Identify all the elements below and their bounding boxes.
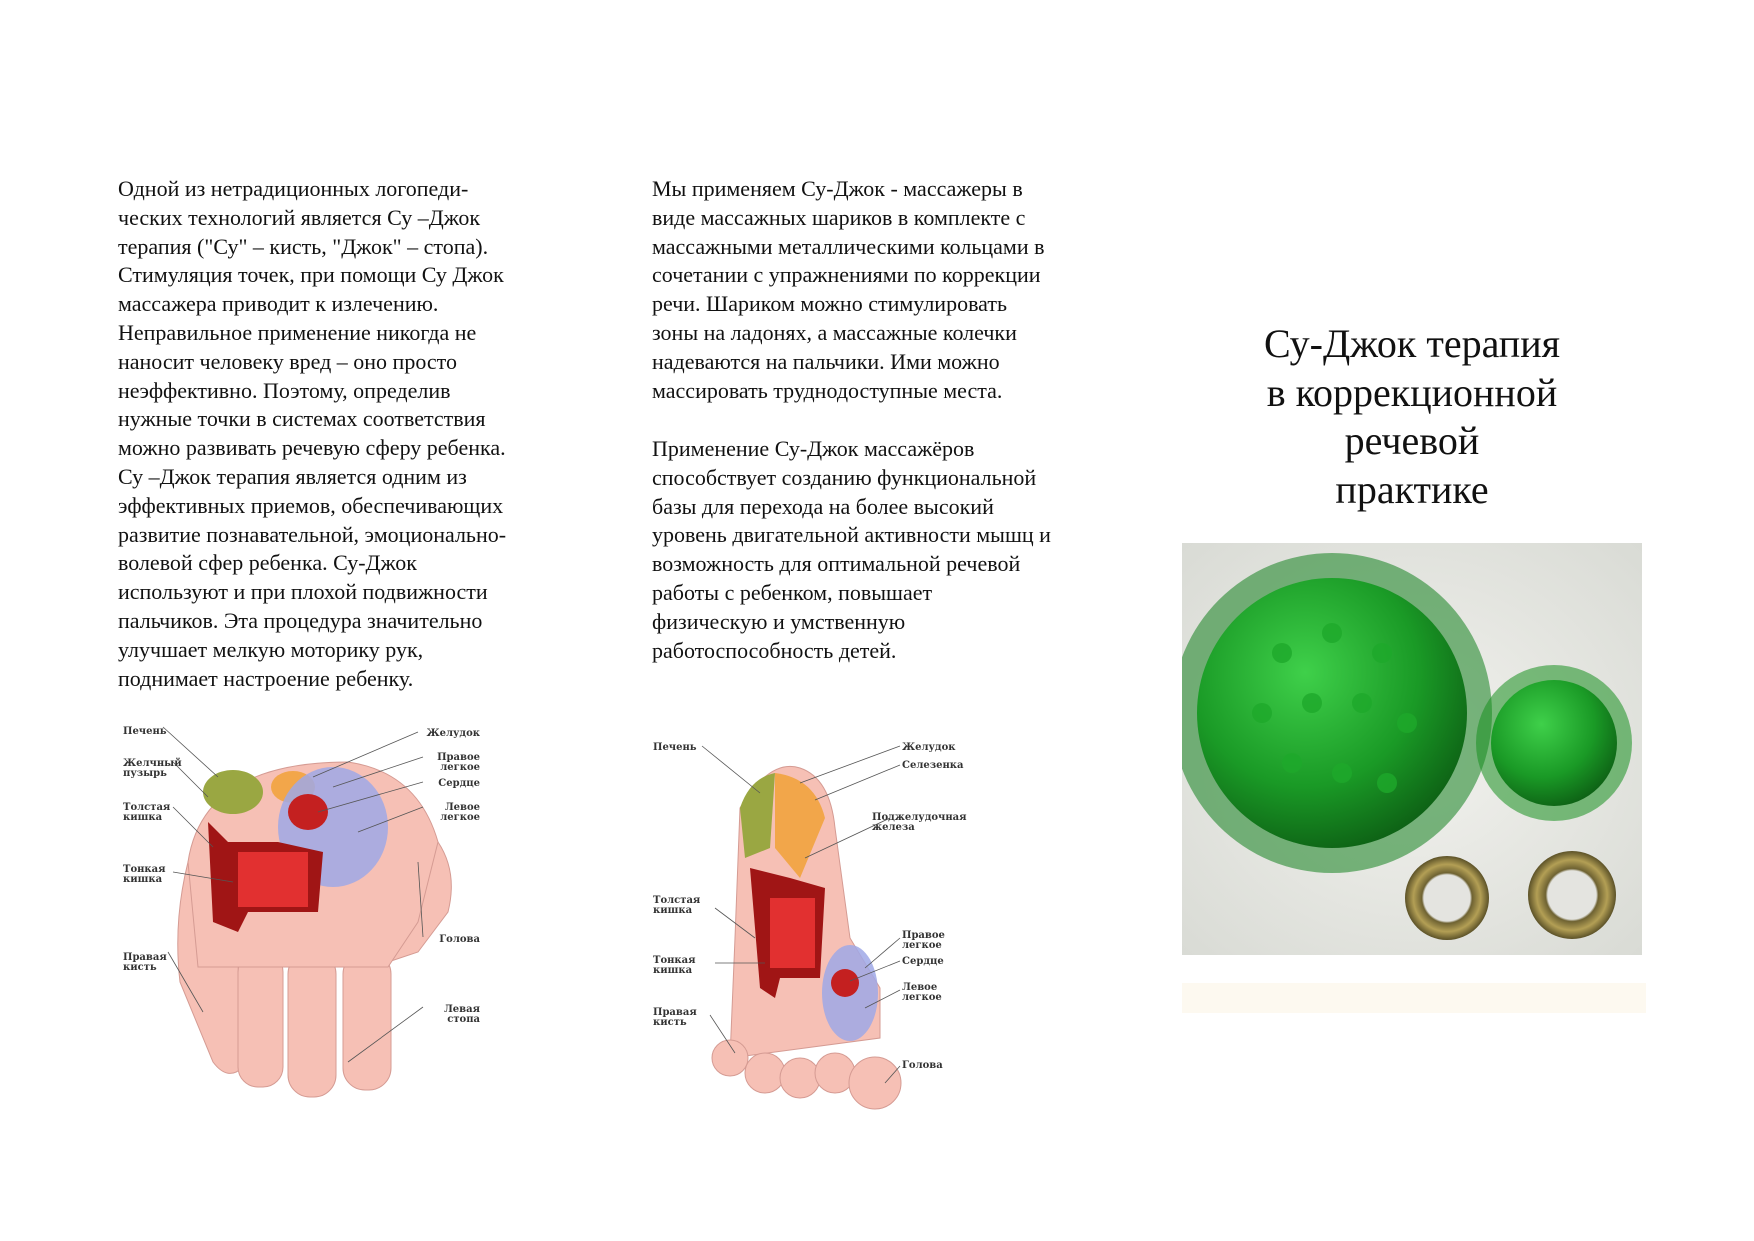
intro-paragraph: Одной из нетрадиционных логопеди- ческих технологий является Су –Джок терапия ("Су" – кисть, "Джок" – стопа). Стимуляция точек, при помощи Су Джок массажера приводит к излечению. Неправильное применение никогда не наносит человеку вред – оно просто неэффективно. Поэтому, определив нужные точки в системах соответствия можно развивать речевую сферу ребенка. Су –Джок терапия является одним из эффективных приемов, обеспечивающих развитие познавательной, эмоционально- волевой сфер ребенка. Су-Джок используют и при плохой подвижности пальчиков. Эта процедура значительно улучшает мелкую моторику рук, поднимает настроение ребенку.: [118, 176, 507, 691]
foot-left-labels: [653, 742, 701, 1028]
foot-label-heart: Сердце: [902, 956, 944, 967]
hand-label-left-lung: Левое легкое: [440, 802, 480, 823]
liver-shape: [203, 770, 263, 814]
hand-label-right-lung: Правое легкое: [437, 752, 480, 773]
small-massage-ball: [1476, 665, 1632, 821]
hand-label-stomach: Желудок: [426, 728, 480, 739]
small-intestine-shape: [238, 852, 308, 907]
foot-liver-shape: [740, 773, 775, 858]
heart-shape: [288, 794, 328, 830]
foot-label-right-lung: Правое легкое: [902, 930, 945, 951]
foot-diagram-svg: [650, 738, 970, 1128]
foot-label-large-intestine: Толстая кишка: [653, 895, 701, 916]
massager-paragraph: Мы применяем Су-Джок - массажеры в виде массажных шариков в комплекте с массажными металлическими кольцами в сочетании с упражнениями по коррекции речи. Шариком можно стимулировать зоны на ладонях, а массажные колечки надеваются на пальчики. Ими можно массировать труднодоступные места.: [652, 176, 1045, 403]
hand-label-right-hand: Правая кисть: [123, 952, 167, 973]
hand-label-gallbladder: Желчный пузырь: [123, 758, 182, 779]
hand-label-liver: Печень: [123, 726, 167, 737]
hand-left-labels: [123, 726, 182, 973]
hand-label-head: Голова: [439, 934, 480, 945]
massage-ring-left: [1405, 856, 1489, 940]
large-massage-ball: [1182, 553, 1492, 873]
caption-bar: [1182, 983, 1646, 1013]
hand-diagram: [118, 722, 488, 1102]
foot-label-head: Голова: [902, 1060, 943, 1071]
hand-label-small-intestine: Тонкая кишка: [123, 864, 166, 885]
hand-label-large-intestine: Толстая кишка: [123, 802, 171, 823]
foot-diagram: [650, 738, 970, 1128]
foot-label-pancreas: Поджелудочная железа: [872, 812, 967, 833]
foot-heart-shape: [831, 969, 859, 997]
hand-diagram-svg: [118, 722, 488, 1102]
hand-label-left-foot: Левая стопа: [443, 1004, 480, 1025]
massager-photo-svg: [1182, 543, 1642, 955]
benefits-paragraph: Применение Су-Джок массажёров способствует созданию функциональной базы для перехода на более высокий уровень двигательной активности мышц и возможность для оптимальной речевой работы с ребенком, повышает физическую и умственную работоспособность детей.: [652, 436, 1051, 663]
massager-photo: [1182, 543, 1642, 955]
hand-label-heart: Сердце: [438, 778, 480, 789]
page-title: Су-Джок терапия в коррекционной речевой практике: [1263, 321, 1561, 512]
foot-label-stomach: Желудок: [902, 742, 956, 753]
foot-label-left-lung: Левое легкое: [902, 982, 942, 1003]
foot-small-intestine-shape: [770, 898, 815, 968]
foot-label-right-hand: Правая кисть: [653, 1007, 697, 1028]
foot-label-spleen: Селезенка: [902, 760, 964, 771]
foot-right-labels: [872, 742, 967, 1071]
foot-label-small-intestine: Тонкая кишка: [653, 955, 696, 976]
massage-ring-right: [1528, 851, 1616, 939]
foot-label-liver: Печень: [653, 742, 697, 753]
